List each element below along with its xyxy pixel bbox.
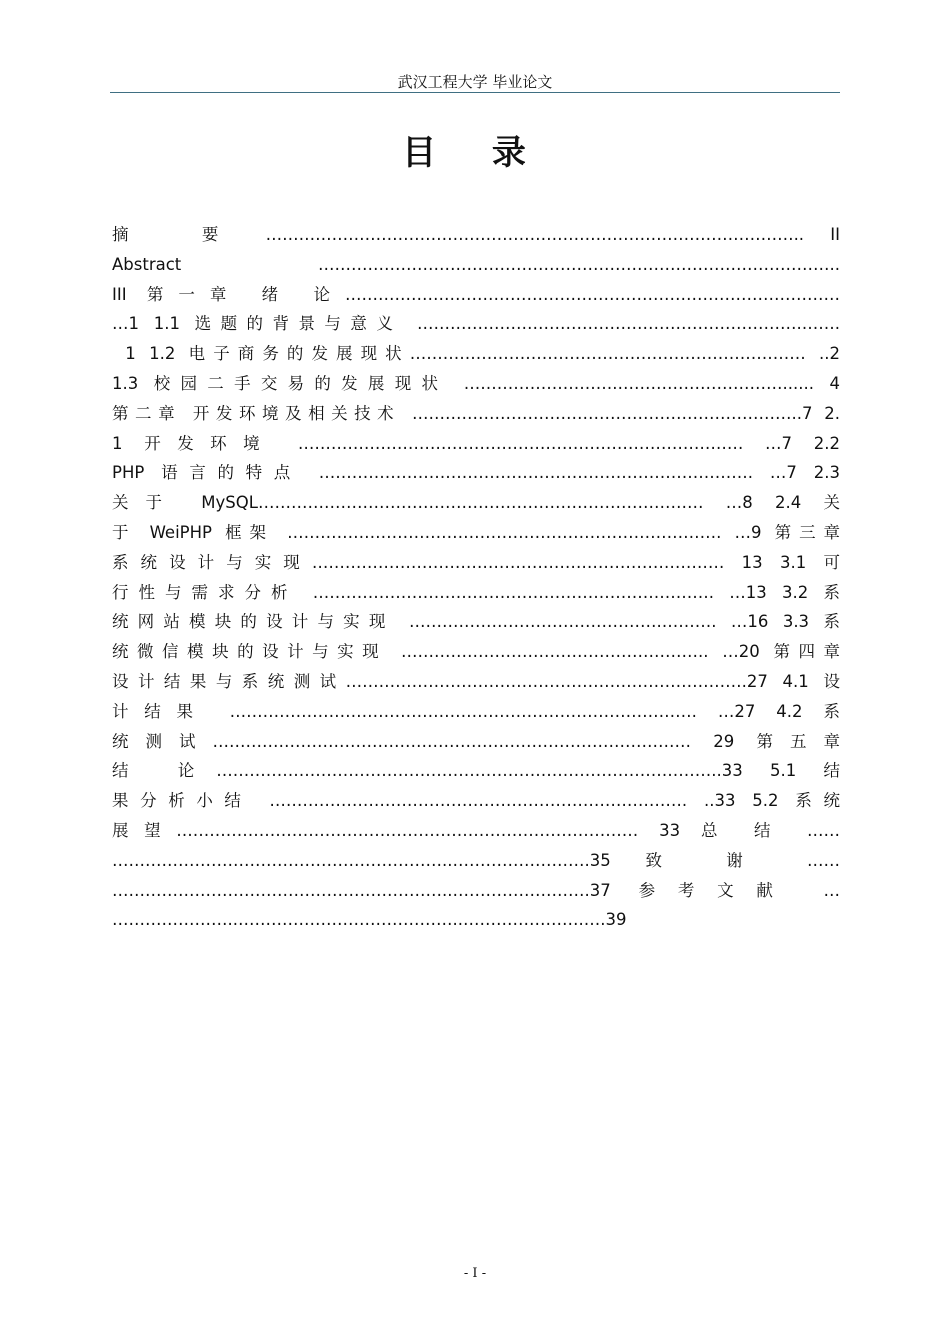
toc-line: ……………………………………………………..…………………….35 致 谢 …… xyxy=(112,850,840,870)
header-rule xyxy=(110,92,840,93)
toc-line: 统网站模块的设计与实现 ……………………………………….………. …16 3.3 系 xyxy=(112,612,840,632)
toc-line: 计结果 …………………………………………………………………………. …27 4.2 系 xyxy=(112,701,840,721)
toc-line: 展望………………………………………………………………………… 33 总 结 …… xyxy=(112,820,840,840)
toc-line: 设计结果与系统测试……………………………………………………………….27 4.1 设 xyxy=(112,671,840,691)
toc-line: Abstract ………………………………………………………………………………….. xyxy=(112,254,840,274)
toc-line: III 第一章 绪 论……………………………………………………………………………… xyxy=(112,284,840,304)
toc-line: ……………………………………………………..…………………….37 参考文献 … xyxy=(112,880,840,900)
toc-line: 1 开发环境 ……………………………………………………………………… …7 2.2 xyxy=(112,433,840,453)
toc-line: 第二章 开发环境及相关技术 ……………………………………………………………..7 2. xyxy=(112,403,840,423)
toc-line: …………………..…………………………………..………………….….39 xyxy=(112,910,627,930)
toc-line: 果分析小结 …………………………………………………………………. ..33 5.2 系统 xyxy=(112,791,840,811)
toc-line: 1.3 校园二手交易的发展现状 ……………………….…………………………...... 4 xyxy=(112,373,840,393)
page-number: - I - xyxy=(463,1266,487,1281)
toc-line: 关于 MySQL……………………………………………………………………… …8 2.4 关 xyxy=(112,493,840,513)
toc-line: 统测试…………………………………………………………………………… 29 第五章 xyxy=(112,731,840,751)
toc-line: 行性与需求分析 ………………………………………………………………. …13 3.2 系 xyxy=(112,582,840,602)
toc-title: 目 录 xyxy=(402,133,548,173)
toc-line: …1 1.1 选题的背景与意义 …………………………………………………………….……. xyxy=(112,314,840,334)
toc-line: 1 1.2 电子商务的发展现状……………………………………………………………… ..2 xyxy=(112,344,840,364)
running-header: 武汉工程大学 毕业论文 xyxy=(397,73,553,91)
toc-line: 于 WeiPHP 框架 ……………………………………………………………………. …9 第三章 xyxy=(112,522,840,542)
toc-line: PHP 语言的特点 ……………………………………………………………………. …7 2.3 xyxy=(112,463,840,483)
toc-line: 统微信模块的设计与实现 ……………………………………………….. …20 第四章 xyxy=(112,642,840,662)
toc-list xyxy=(112,220,840,935)
toc-line: 摘 要 …………………………………………………………………………………….. II xyxy=(112,225,840,244)
toc-line: 结 论………………………………………………………………………………..33 5.1 结 xyxy=(112,761,840,781)
toc-line: 系统设计与实现………………………………………………………………… 13 3.1 可 xyxy=(112,552,840,572)
